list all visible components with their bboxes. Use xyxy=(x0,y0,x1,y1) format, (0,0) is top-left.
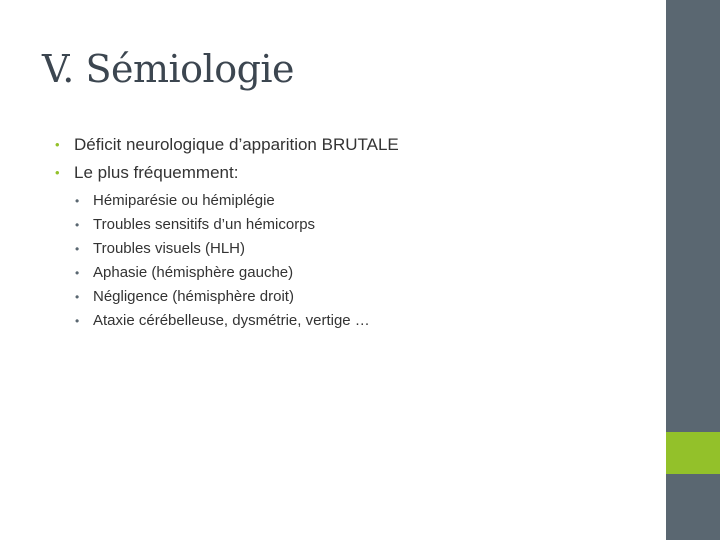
sub-bullet-list xyxy=(55,189,655,333)
sub-bullet-text: Ataxie cérébelleuse, dysmétrie, vertige … xyxy=(93,312,370,329)
bullet-icon: • xyxy=(55,137,60,152)
sub-bullet-icon: • xyxy=(75,314,80,328)
sub-bullet-item xyxy=(55,261,655,285)
bullet-item xyxy=(55,131,655,159)
sub-bullet-text: Aphasie (hémisphère gauche) xyxy=(93,264,294,281)
sidebar-band-bottom xyxy=(666,474,720,540)
slide-title: V. Sémiologie xyxy=(42,47,295,91)
sub-bullet-icon: • xyxy=(75,290,80,304)
sub-bullet-icon: • xyxy=(75,218,80,232)
sub-bullet-text: Troubles visuels (HLH) xyxy=(93,240,245,257)
bullet-icon: • xyxy=(55,165,60,180)
bullet-item xyxy=(55,159,655,187)
sub-bullet-icon: • xyxy=(75,194,80,208)
sidebar-accent-block xyxy=(666,432,720,474)
sub-bullet-text: Troubles sensitifs d’un hémicorps xyxy=(93,216,316,233)
sub-bullet-item xyxy=(55,309,655,333)
sub-bullet-text: Négligence (hémisphère droit) xyxy=(93,288,294,305)
slide-content xyxy=(55,131,655,333)
bullet-text: Déficit neurologique d’apparition BRUTALE xyxy=(74,135,399,154)
bullet-text: Le plus fréquemment: xyxy=(74,163,239,182)
sidebar-band-top xyxy=(666,0,720,432)
sub-bullet-icon: • xyxy=(75,242,80,256)
sub-bullet-item xyxy=(55,237,655,261)
sub-bullet-icon: • xyxy=(75,266,80,280)
sub-bullet-item xyxy=(55,189,655,213)
sub-bullet-text: Hémiparésie ou hémiplégie xyxy=(93,192,275,209)
sub-bullet-item xyxy=(55,285,655,309)
sub-bullet-item xyxy=(55,213,655,237)
